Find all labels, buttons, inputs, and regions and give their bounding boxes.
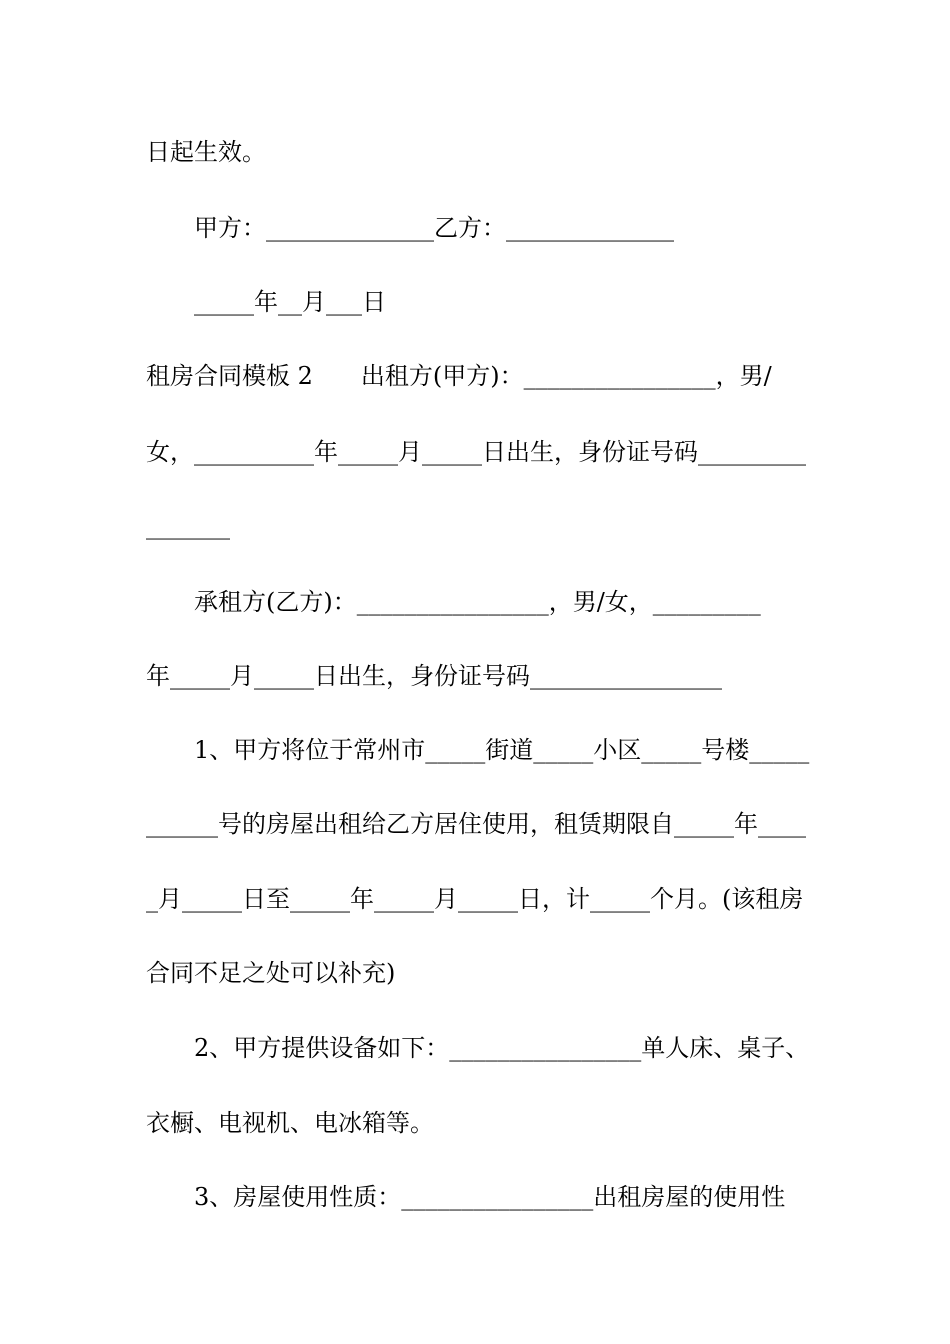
clause-1-line-3: _月_____日至_____年_____月_____日，计_____个月。(该租房 — [146, 885, 804, 913]
clause-1-line-4: 合同不足之处可以补充) — [146, 959, 396, 987]
clause-2-line-2: 衣橱、电视机、电冰箱等。 — [146, 1109, 434, 1137]
date-line: _____年__月___日 — [194, 288, 386, 316]
clause-1-line-1: 1、甲方将位于常州市_____街道_____小区_____号楼_____ — [194, 736, 810, 764]
signature-line-parties: 甲方：______________乙方：______________ — [194, 214, 674, 242]
text-line-effective: 日起生效。 — [146, 138, 266, 166]
clause-1-line-2: ______号的房屋出租给乙方居住使用，租赁期限自_____年____ — [146, 810, 806, 838]
clause-2-line-1: 2、甲方提供设备如下：________________单人床、桌子、 — [194, 1034, 810, 1062]
text-line-lessee-birth: 年_____月_____日出生，身份证号码________________ — [146, 662, 722, 690]
text-line-lessee: 承租方(乙方)：________________，男/女，_________ — [194, 588, 761, 616]
text-line-lessor-birth: 女，__________年_____月_____日出生，身份证号码_________ — [146, 438, 806, 466]
clause-3-line-1: 3、房屋使用性质：________________出租房屋的使用性 — [194, 1183, 786, 1211]
text-line-lessor-id: _______ — [146, 512, 230, 540]
text-line-lessor: 租房合同模板 2 出租方(甲方)：________________，男/ — [146, 362, 772, 390]
